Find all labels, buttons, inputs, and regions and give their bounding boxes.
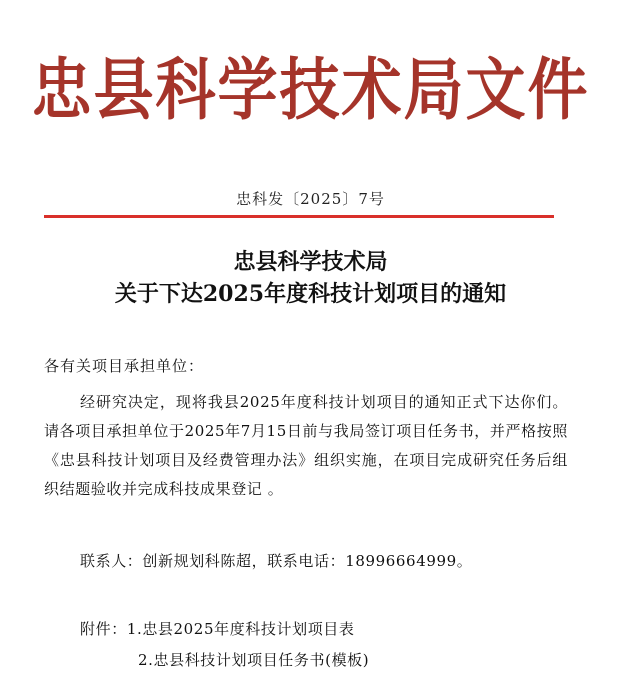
attachment-item-2: 2.忠县科技计划项目任务书(模板) — [138, 651, 370, 669]
attachment-item-1-text: 1.忠县2025年度科技计划项目表 — [126, 620, 355, 638]
contact-line: 联系人：创新规划科陈超，联系电话：18996664999。 — [80, 552, 473, 570]
masthead-title: 忠县科学技术局文件 — [31, 51, 590, 130]
notice-title-line1: 忠县科学技术局 — [233, 249, 388, 275]
notice-title-line2: 关于下达2025年度科技计划项目的通知 — [114, 281, 507, 307]
document-number: 忠科发〔2025〕7号 — [236, 190, 385, 208]
attachment-item-1 — [80, 618, 355, 640]
attachments-label: 附件： — [80, 620, 127, 638]
notice-title — [0, 247, 621, 309]
salutation: 各有关项目承担单位： — [44, 357, 205, 375]
red-divider-line — [44, 215, 554, 218]
body-paragraph: 经研究决定，现将我县2025年度科技计划项目的通知正式下达你们。请各项目承担单位于2025年7月15日前与我局签订项目任务书，并严格按照《忠县科技计划项目及经费管理办法》组织实施，在项目完成研究任务后组织结题验收并完成科技成果登记 。 — [44, 393, 568, 498]
